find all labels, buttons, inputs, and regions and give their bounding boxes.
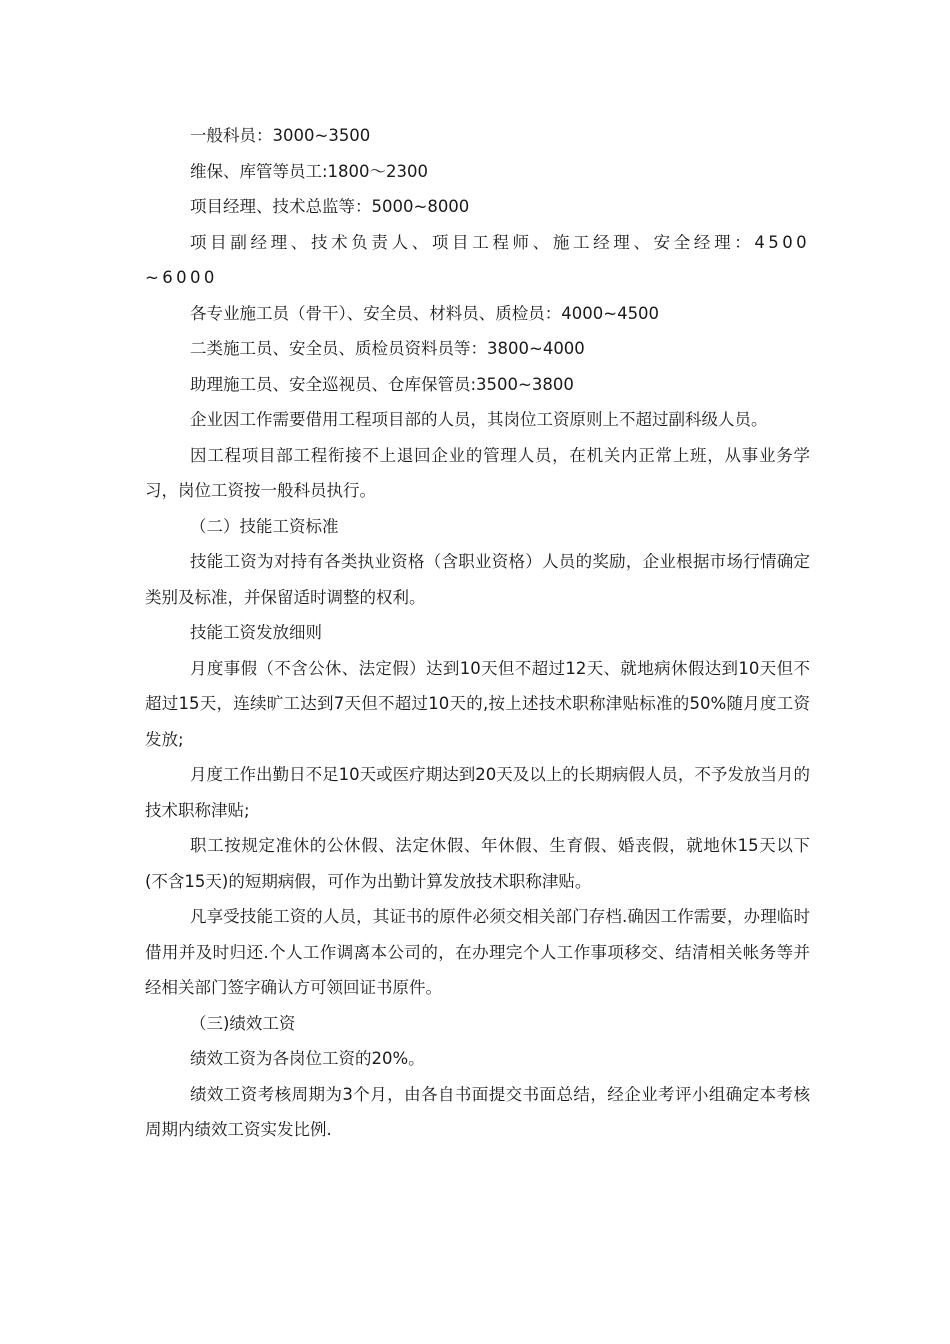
- paragraph-performance-cycle: 绩效工资考核周期为3个月，由各自书面提交书面总结，经企业考评小组确定本考核周期内绩效工资实发比例.: [145, 1084, 810, 1139]
- paragraph-certificate-rule: 凡享受技能工资的人员，其证书的原件必须交相关部门存档.确因工作需要，办理临时借用并及时归还.个人工作调离本公司的，在办理完个人工作事项移交、结清相关帐务等并经相关部门签字确认方可领回证书原件。: [145, 907, 810, 997]
- subheading-skill-wage-rules: 技能工资发放细则: [190, 623, 322, 642]
- paragraph-returned-staff: 因工程项目部工程衔接不上退回企业的管理人员，在机关内正常上班，从事业务学习，岗位工资按一般科员执行。: [145, 445, 810, 500]
- salary-line-deputy-manager: 项目副经理、技术负责人、项目工程师、施工经理、安全经理：4500~6000: [145, 232, 810, 287]
- paragraph-skill-wage-definition: 技能工资为对持有各类执业资格（含职业资格）人员的奖励，企业根据市场行情确定类别及标准，并保留适时调整的权利。: [145, 552, 810, 607]
- salary-line-project-manager: 项目经理、技术总监等：5000~8000: [190, 197, 470, 216]
- salary-line-senior-constructor: 各专业施工员（骨干）、安全员、材料员、质检员：4000~4500: [190, 303, 660, 323]
- salary-line-assistant-constructor: 助理施工员、安全巡视员、仓库保管员:3500~3800: [190, 374, 574, 394]
- paragraph-attendance-rule: 月度工作出勤日不足10天或医疗期达到20天及以上的长期病假人员，不予发放当月的技术职称津贴;: [145, 765, 810, 820]
- section-heading-skill-wage: （二）技能工资标准: [190, 516, 339, 536]
- salary-line-maintenance-staff: 维保、库管等员工:1800～2300: [190, 161, 429, 181]
- section-heading-performance-wage: （三)绩效工资: [190, 1013, 296, 1033]
- paragraph-leave-rule: 月度事假（不含公休、法定假）达到10天但不超过12天、就地病休假达到10天但不超过15天，连续旷工达到7天但不超过10天的,按上述技术职称津贴标准的50%随月度工资发放;: [145, 658, 810, 749]
- salary-line-general-staff: 一般科员：3000~3500: [190, 126, 371, 145]
- paragraph-borrowed-staff: 企业因工作需要借用工程项目部的人员，其岗位工资原则上不超过副科级人员。: [190, 410, 768, 429]
- paragraph-approved-leave-rule: 职工按规定准休的公休假、法定休假、年休假、生育假、婚丧假，就地休15天以下(不含15天)的短期病假，可作为出勤计算发放技术职称津贴。: [145, 836, 810, 891]
- paragraph-performance-ratio: 绩效工资为各岗位工资的20%。: [190, 1049, 425, 1068]
- salary-line-class-two-constructor: 二类施工员、安全员、质检员资料员等：3800~4000: [190, 339, 585, 358]
- document-body: [145, 118, 810, 1148]
